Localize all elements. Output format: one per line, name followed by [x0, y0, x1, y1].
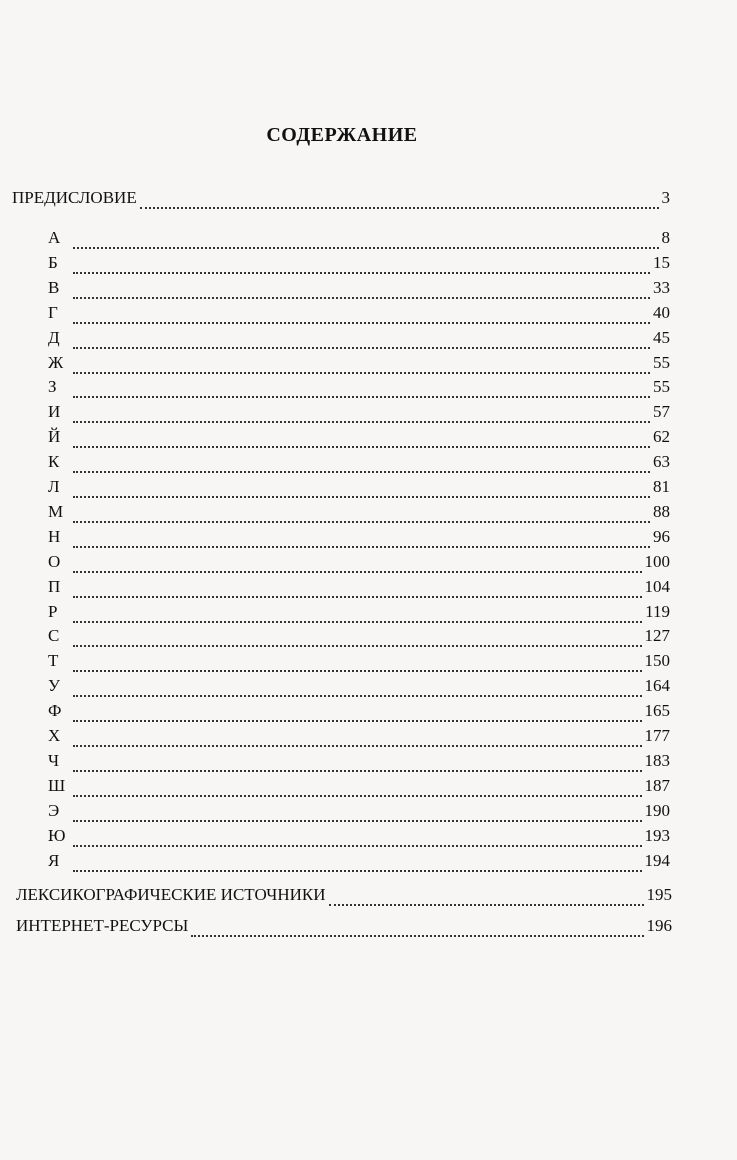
toc-entry-letter[interactable] [48, 252, 670, 276]
toc-label: З [48, 377, 57, 397]
toc-label: Т [48, 651, 59, 671]
toc-entry-letter[interactable] [48, 800, 670, 824]
toc-label: Й [48, 427, 61, 447]
toc-label: Х [48, 726, 61, 745]
toc-page-number: 55 [653, 377, 670, 397]
toc-page-number: 193 [644, 825, 670, 845]
toc-entry-letter[interactable] [48, 526, 670, 550]
toc-page-number: 195 [646, 885, 672, 904]
page-title: СОДЕРЖАНИЕ [266, 124, 418, 146]
toc-label: ЛЕКСИКОГРАФИЧЕСКИЕ ИСТОЧНИКИ [16, 885, 326, 904]
toc-label: Д [48, 327, 60, 347]
toc-entry-letter[interactable] [48, 601, 670, 625]
toc-label: О [48, 551, 61, 571]
toc-entry-letter[interactable] [48, 352, 670, 376]
dot-leader [73, 337, 650, 349]
toc-page-number: 104 [644, 576, 670, 596]
toc-page-number: 194 [644, 850, 670, 870]
dot-leader [73, 561, 642, 573]
dot-leader [73, 536, 650, 548]
toc-label: М [48, 501, 64, 521]
toc-entry-letter[interactable] [48, 476, 670, 500]
toc-label: ИНТЕРНЕТ-РЕСУРСЫ [16, 916, 189, 935]
toc-page-number: 187 [644, 775, 670, 795]
toc-page-number: 57 [653, 402, 670, 422]
toc-label: Я [48, 850, 60, 870]
toc-label: В [48, 277, 60, 297]
toc-page-number: 3 [661, 188, 670, 207]
toc-entry-letter[interactable] [48, 625, 670, 649]
toc-page-number: 45 [653, 327, 670, 347]
toc-page-number: 96 [653, 526, 670, 546]
dot-leader [73, 685, 642, 697]
toc-page-number: 164 [644, 676, 670, 696]
toc-entry-letter[interactable] [48, 551, 670, 575]
dot-leader [73, 810, 642, 822]
dot-leader [73, 486, 650, 498]
toc-page-number: 40 [653, 302, 670, 322]
toc-entry-letter[interactable] [48, 825, 670, 849]
toc-entry-letter[interactable] [48, 376, 670, 400]
toc-entry-letter[interactable] [48, 401, 670, 425]
toc-label: Р [48, 601, 58, 621]
toc-label: А [48, 228, 61, 247]
toc-page-number: 62 [653, 427, 670, 447]
toc-label: У [48, 676, 61, 696]
toc-label: Н [48, 526, 61, 546]
toc-label: И [48, 402, 61, 422]
toc-label: Б [48, 252, 58, 272]
toc-entry-letter[interactable] [48, 850, 670, 874]
toc-entry-letter[interactable] [48, 501, 670, 525]
toc-page-number: 55 [653, 352, 670, 372]
toc-entry-letter[interactable] [48, 227, 670, 251]
toc-entry-letter[interactable] [48, 775, 670, 799]
dot-leader [73, 785, 642, 797]
toc-entry-letter[interactable] [48, 451, 670, 475]
toc-label: С [48, 626, 60, 646]
toc-page-number: 177 [644, 726, 670, 745]
toc-label: П [48, 576, 61, 596]
toc-label: Ф [48, 701, 62, 721]
dot-leader [73, 611, 642, 623]
toc-page-number: 183 [644, 750, 670, 770]
dot-leader [73, 411, 650, 423]
toc-label: Ш [48, 775, 66, 795]
dot-leader [73, 362, 650, 374]
toc-label: Г [48, 302, 58, 322]
dot-leader [191, 925, 643, 937]
toc-page-number: 33 [653, 277, 670, 297]
toc-page-number: 150 [644, 651, 670, 671]
toc-entry-letter[interactable] [48, 576, 670, 600]
toc-page-number: 88 [653, 501, 670, 521]
toc-page-number: 196 [646, 916, 672, 935]
toc-page-number: 8 [661, 228, 670, 247]
dot-leader [73, 710, 642, 722]
toc-label: Э [48, 800, 60, 820]
dot-leader [73, 660, 642, 672]
dot-leader [73, 262, 650, 274]
dot-leader [73, 312, 650, 324]
toc-page-number: 81 [653, 477, 670, 496]
toc-page-number: 127 [644, 626, 670, 646]
toc-entry-preface[interactable] [12, 187, 670, 211]
toc-page-number: 165 [644, 701, 670, 721]
dot-leader [73, 835, 642, 847]
toc-entry-letter[interactable] [48, 725, 670, 749]
toc-entry-letter[interactable] [48, 302, 670, 326]
toc-label: ПРЕДИСЛОВИЕ [12, 188, 137, 207]
dot-leader [73, 635, 642, 647]
dot-leader [73, 436, 650, 448]
dot-leader [73, 760, 642, 772]
toc-entry-letter[interactable] [48, 277, 670, 301]
toc-entry-letter[interactable] [48, 327, 670, 351]
toc-label: Л [48, 477, 60, 496]
dot-leader [73, 287, 650, 299]
toc-label: Ю [48, 825, 66, 845]
toc-page-number: 190 [644, 800, 670, 820]
toc-label: Ч [48, 750, 60, 770]
toc-entry-letter[interactable] [48, 426, 670, 450]
toc-label: К [48, 452, 60, 472]
toc-page-number: 15 [653, 252, 670, 272]
dot-leader [73, 511, 650, 523]
toc-entry-letter[interactable] [48, 650, 670, 674]
toc-entry-letter[interactable] [48, 675, 670, 699]
dot-leader [73, 735, 642, 747]
toc-page-number: 119 [645, 601, 670, 621]
dot-leader [140, 197, 659, 209]
dot-leader [73, 386, 650, 398]
toc-entry-letter[interactable] [48, 700, 670, 724]
toc-entry-letter[interactable] [48, 750, 670, 774]
toc-page-number: 63 [653, 452, 670, 472]
toc-entry-sources[interactable] [16, 884, 672, 908]
dot-leader [329, 894, 644, 906]
dot-leader [73, 860, 642, 872]
dot-leader [73, 586, 642, 598]
toc-page-number: 100 [644, 551, 670, 571]
dot-leader [73, 461, 650, 473]
toc-label: Ж [48, 352, 64, 372]
dot-leader [73, 237, 659, 249]
toc-entry-internet[interactable] [16, 915, 672, 939]
